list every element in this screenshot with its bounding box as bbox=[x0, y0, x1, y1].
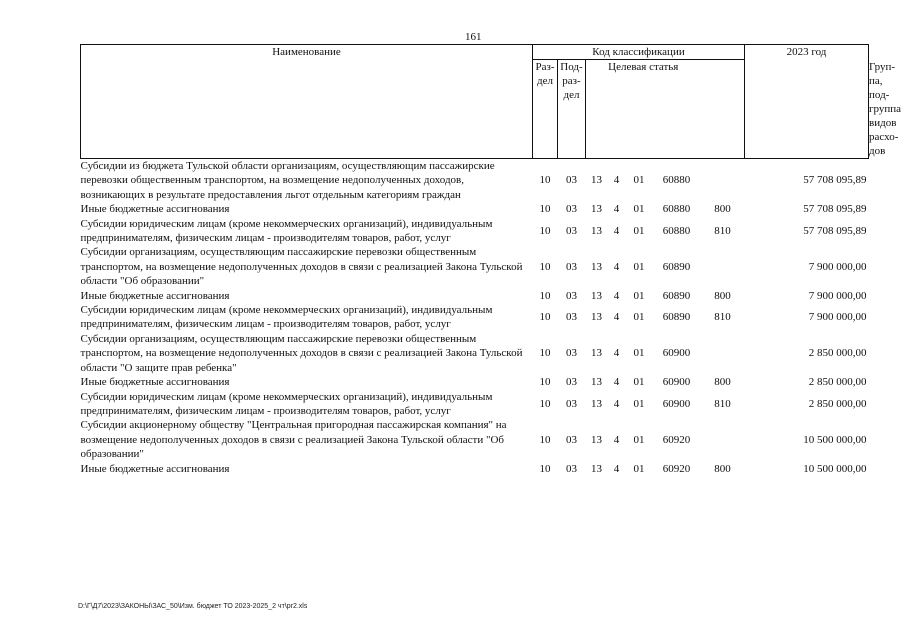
row-target-subprogram: 01 bbox=[633, 174, 645, 187]
row-expense-type bbox=[701, 245, 745, 288]
row-target-direction: 60880 bbox=[662, 174, 691, 187]
table-row bbox=[81, 332, 869, 375]
row-razdel: 10 bbox=[539, 260, 551, 273]
row-target-type: 4 bbox=[613, 433, 620, 446]
row-target-direction: 60920 bbox=[662, 433, 691, 446]
row-target-direction: 60900 bbox=[662, 376, 691, 389]
row-amount: 7 900 000,00 bbox=[808, 260, 867, 273]
footer-file-path: D:\Г\Д7\2023\ЗАКОНЫ\ЗАС_50\Изм. бюджет ТО 2023-2025_2 чт\pr2.xls bbox=[78, 603, 308, 610]
row-podrazdel: 03 bbox=[566, 289, 577, 302]
row-amount: 10 500 000,00 bbox=[803, 462, 867, 475]
row-name: Иные бюджетные ассигнования bbox=[80, 289, 230, 302]
row-amount: 7 900 000,00 bbox=[808, 311, 867, 324]
row-podrazdel: 03 bbox=[566, 433, 577, 446]
row-target-program: 13 bbox=[591, 224, 602, 237]
row-name: Субсидии организациям, осуществляющим пассажирские перевозки общественным транспортом, на возмещение недополученных доходов в связи с реализацией Закона Тульской области "О защите прав ребенка" bbox=[80, 332, 523, 374]
row-target-subprogram: 01 bbox=[633, 397, 645, 410]
row-amount: 57 708 095,89 bbox=[803, 203, 867, 216]
row-target-subprogram: 01 bbox=[633, 224, 645, 237]
row-target-type: 4 bbox=[613, 289, 620, 302]
row-expense-type: 810 bbox=[714, 311, 731, 324]
row-amount: 7 900 000,00 bbox=[808, 289, 867, 302]
row-target-direction: 60900 bbox=[662, 397, 691, 410]
row-target-type: 4 bbox=[613, 224, 620, 237]
row-target-direction: 60920 bbox=[662, 462, 691, 475]
row-amount: 57 708 095,89 bbox=[803, 224, 867, 237]
row-razdel: 10 bbox=[539, 347, 551, 360]
row-name: Субсидии юридическим лицам (кроме некоммерческих организаций), индивидуальным предпринимателям, физическим лицам - производителям товаров, работ, услуг bbox=[80, 304, 493, 331]
row-name: Субсидии акционерному обществу "Центральная пригородная пассажирская компания" на возмещение недополученных доходов в связи с реализацией Закона Тульской области "Об образовании" bbox=[80, 419, 507, 461]
row-amount: 2 850 000,00 bbox=[808, 347, 867, 360]
row-target-program: 13 bbox=[591, 289, 602, 302]
table-row bbox=[81, 202, 869, 216]
row-target-program: 13 bbox=[591, 260, 602, 273]
table-row bbox=[81, 462, 869, 476]
row-razdel: 10 bbox=[539, 203, 551, 216]
table-row bbox=[81, 418, 869, 461]
row-target-program: 13 bbox=[591, 174, 602, 187]
row-name: Иные бюджетные ассигнования bbox=[80, 203, 230, 216]
row-razdel: 10 bbox=[539, 174, 551, 187]
header-target-spacer bbox=[701, 60, 745, 159]
row-expense-type bbox=[701, 159, 745, 203]
table-row bbox=[81, 159, 869, 203]
header-razdel: Раз- дел bbox=[533, 60, 558, 159]
row-target-subprogram: 01 bbox=[633, 347, 645, 360]
row-name: Субсидии юридическим лицам (кроме некоммерческих организаций), индивидуальным предпринимателям, физическим лицам - производителям товаров, работ, услуг bbox=[80, 217, 493, 245]
row-expense-type: 810 bbox=[714, 397, 731, 410]
row-target-type: 4 bbox=[613, 203, 620, 216]
header-target: Целевая статья bbox=[586, 60, 701, 159]
row-target-type: 4 bbox=[613, 347, 620, 360]
row-target-program: 13 bbox=[591, 203, 602, 216]
row-podrazdel: 03 bbox=[566, 347, 577, 360]
budget-table bbox=[80, 44, 902, 476]
row-target-type: 4 bbox=[613, 462, 620, 475]
row-razdel: 10 bbox=[539, 289, 551, 302]
row-target-program: 13 bbox=[591, 433, 602, 446]
row-expense-type: 800 bbox=[714, 289, 731, 302]
row-target-type: 4 bbox=[613, 260, 620, 273]
table-row bbox=[81, 289, 869, 303]
row-target-type: 4 bbox=[613, 376, 620, 389]
row-target-subprogram: 01 bbox=[633, 462, 645, 475]
row-podrazdel: 03 bbox=[566, 203, 577, 216]
row-razdel: 10 bbox=[539, 462, 551, 475]
row-target-direction: 60890 bbox=[662, 260, 691, 273]
row-target-subprogram: 01 bbox=[633, 433, 645, 446]
row-target-program: 13 bbox=[591, 462, 602, 475]
table-row bbox=[81, 245, 869, 288]
row-target-direction: 60890 bbox=[662, 311, 691, 324]
table-header: Наименование Код классификации 2023 год Раз- дел Под- раз- дел Целевая статья Груп- па, под- группа видов расхо- дов bbox=[81, 45, 869, 159]
table-row bbox=[81, 375, 869, 389]
row-target-program: 13 bbox=[591, 347, 602, 360]
row-razdel: 10 bbox=[539, 397, 551, 410]
row-name: Субсидии организациям, осуществляющим пассажирские перевозки общественным транспортом, на возмещение недополученных доходов в связи с реализацией Закона Тульской области "Об образовании" bbox=[80, 246, 523, 288]
row-razdel: 10 bbox=[539, 376, 551, 389]
row-target-type: 4 bbox=[613, 397, 620, 410]
row-amount: 2 850 000,00 bbox=[808, 376, 867, 389]
row-target-type: 4 bbox=[613, 174, 620, 187]
row-target-subprogram: 01 bbox=[633, 311, 645, 324]
row-podrazdel: 03 bbox=[566, 311, 577, 324]
header-name: Наименование bbox=[81, 45, 533, 159]
header-podrazdel: Под- раз- дел bbox=[558, 60, 586, 159]
row-podrazdel: 03 bbox=[566, 224, 577, 237]
row-amount: 2 850 000,00 bbox=[808, 397, 867, 410]
row-target-subprogram: 01 bbox=[633, 203, 645, 216]
row-expense-type bbox=[701, 332, 745, 375]
row-target-subprogram: 01 bbox=[633, 260, 645, 273]
row-expense-type: 800 bbox=[714, 462, 731, 475]
row-target-direction: 60880 bbox=[662, 224, 691, 237]
row-podrazdel: 03 bbox=[566, 376, 577, 389]
row-razdel: 10 bbox=[539, 311, 551, 324]
row-target-direction: 60900 bbox=[662, 347, 691, 360]
row-podrazdel: 03 bbox=[566, 397, 577, 410]
row-target-subprogram: 01 bbox=[633, 289, 645, 302]
row-target-program: 13 bbox=[591, 376, 602, 389]
header-year: 2023 год bbox=[745, 45, 869, 159]
row-expense-type: 800 bbox=[714, 376, 731, 389]
table-row bbox=[81, 217, 869, 246]
row-amount: 57 708 095,89 bbox=[803, 174, 867, 187]
row-razdel: 10 bbox=[539, 224, 551, 237]
row-name: Субсидии юридическим лицам (кроме некоммерческих организаций), индивидуальным предпринимателям, физическим лицам - производителям товаров, работ, услуг bbox=[80, 390, 493, 417]
table-row bbox=[81, 390, 869, 419]
row-target-program: 13 bbox=[591, 397, 602, 410]
row-target-program: 13 bbox=[591, 311, 602, 324]
header-code-group: Код классификации bbox=[533, 45, 745, 60]
row-razdel: 10 bbox=[539, 433, 551, 446]
table-body bbox=[81, 159, 869, 476]
row-podrazdel: 03 bbox=[566, 462, 577, 475]
row-expense-type: 800 bbox=[714, 203, 731, 216]
row-name: Иные бюджетные ассигнования bbox=[80, 376, 230, 389]
row-podrazdel: 03 bbox=[566, 174, 577, 187]
row-name: Иные бюджетные ассигнования bbox=[80, 462, 230, 475]
row-target-type: 4 bbox=[613, 311, 620, 324]
page-number: 161 bbox=[465, 31, 482, 43]
row-podrazdel: 03 bbox=[566, 260, 577, 273]
row-target-direction: 60890 bbox=[662, 289, 691, 302]
row-target-direction: 60880 bbox=[662, 203, 691, 216]
row-expense-type bbox=[701, 418, 745, 461]
row-target-subprogram: 01 bbox=[633, 376, 645, 389]
row-expense-type: 810 bbox=[714, 224, 731, 237]
row-amount: 10 500 000,00 bbox=[803, 433, 867, 446]
row-name: Субсидии из бюджета Тульской области организациям, осуществляющим пассажирские перевозки общественным транспортом, на возмещение недополученных доходов, возникающих в результате предоставления льгот отдельным категориям граждан bbox=[80, 160, 495, 201]
table-row bbox=[81, 303, 869, 332]
